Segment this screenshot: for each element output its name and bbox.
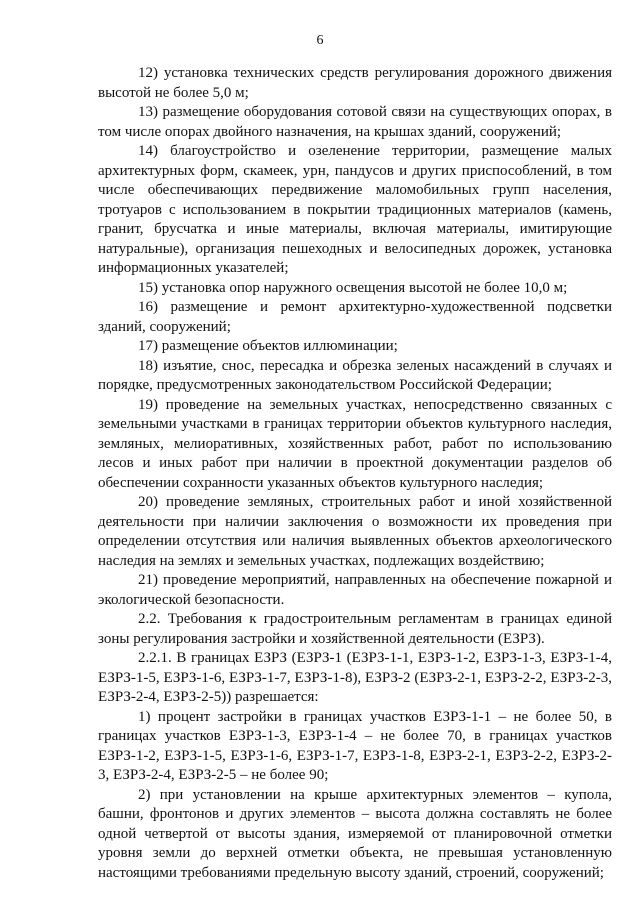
subitem-1-paragraph: 1) процент застройки в границах участков ЕЗРЗ-1-1 – не более 50, в границах участков ЕЗРЗ-1-3, ЕЗРЗ-1-4 – не более 70, в границах участков ЕЗРЗ-1-2, ЕЗРЗ-1-5, ЕЗРЗ-1-6, ЕЗРЗ-1-7, ЕЗРЗ-1-8, ЕЗРЗ-2-1, ЕЗРЗ-2-2, ЕЗРЗ-2-3, ЕЗРЗ-2-4, ЕЗРЗ-2-5 – не более 90; — [98, 708, 612, 783]
paragraph-item-14: 14) благоустройство и озеленение территории, размещение малых архитектурных форм, скамеек, урн, пандусов и других приспособлений, в том числе обеспечивающих передвижение маломобильных групп населения, тротуаров с использованием в покрытии традиционных материалов (камень, гранит, брусчатка и иные материалы, включая материалы, имитирующие натуральные), организация пешеходных и велосипедных дорожек, установка информационных указателей; — [98, 143, 612, 276]
paragraph-item-16: 16) размещение и ремонт архитектурно-художественной подсветки зданий, сооружений; — [98, 299, 612, 335]
paragraph-item-19: 19) проведение на земельных участках, непосредственно связанных с земельными участками в границах территории объектов культурного наследия, земляных, мелиоративных, хозяйственных работ, работ по использованию лесов и иных работ при наличии в проектной документации разделов об обеспечении сохранности указанных объектов культурного наследия; — [98, 396, 612, 491]
paragraph-item-18: 18) изъятие, снос, пересадка и обрезка зеленых насаждений в случаях и порядке, предусмотренных законодательством Российской Федерации; — [98, 357, 612, 393]
paragraph-item-12: 12) установка технических средств регулирования дорожного движения высотой не более 5,0 м; — [98, 65, 612, 101]
paragraph-item-13: 13) размещение оборудования сотовой связи на существующих опорах, в том числе опорах двойного назначения, на крышах зданий, сооружений; — [98, 104, 612, 140]
paragraph-item-15: 15) установка опор наружного освещения высотой не более 10,0 м; — [138, 279, 568, 296]
section-2-2-heading: 2.2. Требования к градостроительным регламентам в границах единой зоны регулирования застройки и хозяйственной деятельности (ЕЗРЗ). — [98, 611, 612, 647]
subitem-2-paragraph: 2) при установлении на крыше архитектурных элементов – купола, башни, фронтонов и других элементов – высота должна составлять не более одной четвертой от высоты здания, измеряемой от планировочной отметки уровня земли до верхней отметки объекта, не превышая установленную настоящими требованиями предельную высоту зданий, строений, сооружений; — [98, 786, 612, 881]
paragraph-item-17: 17) размещение объектов иллюминации; — [138, 338, 398, 354]
section-2-2-1-paragraph: 2.2.1. В границах ЕЗРЗ (ЕЗРЗ-1 (ЕЗРЗ-1-1, ЕЗРЗ-1-2, ЕЗРЗ-1-3, ЕЗРЗ-1-4, ЕЗРЗ-1-5, ЕЗРЗ-1-6, ЕЗРЗ-1-7, ЕЗРЗ-1-8), ЕЗРЗ-2 (ЕЗРЗ-2-1, ЕЗРЗ-2-2, ЕЗРЗ-2-3, ЕЗРЗ-2-4, ЕЗРЗ-2-5)) разрешается: — [98, 650, 612, 705]
paragraph-item-20: 20) проведение земляных, строительных работ и иной хозяйственной деятельности при наличии заключения о возможности их проведения при определении отсутствия или наличия выявленных объектов археологического наследия на землях и земельных участках, подлежащих воздействию; — [98, 494, 612, 569]
page-number: 6 — [316, 33, 324, 48]
document-body — [98, 64, 612, 883]
paragraph-item-21: 21) проведение мероприятий, направленных на обеспечение пожарной и экологической безопасности. — [98, 572, 612, 608]
